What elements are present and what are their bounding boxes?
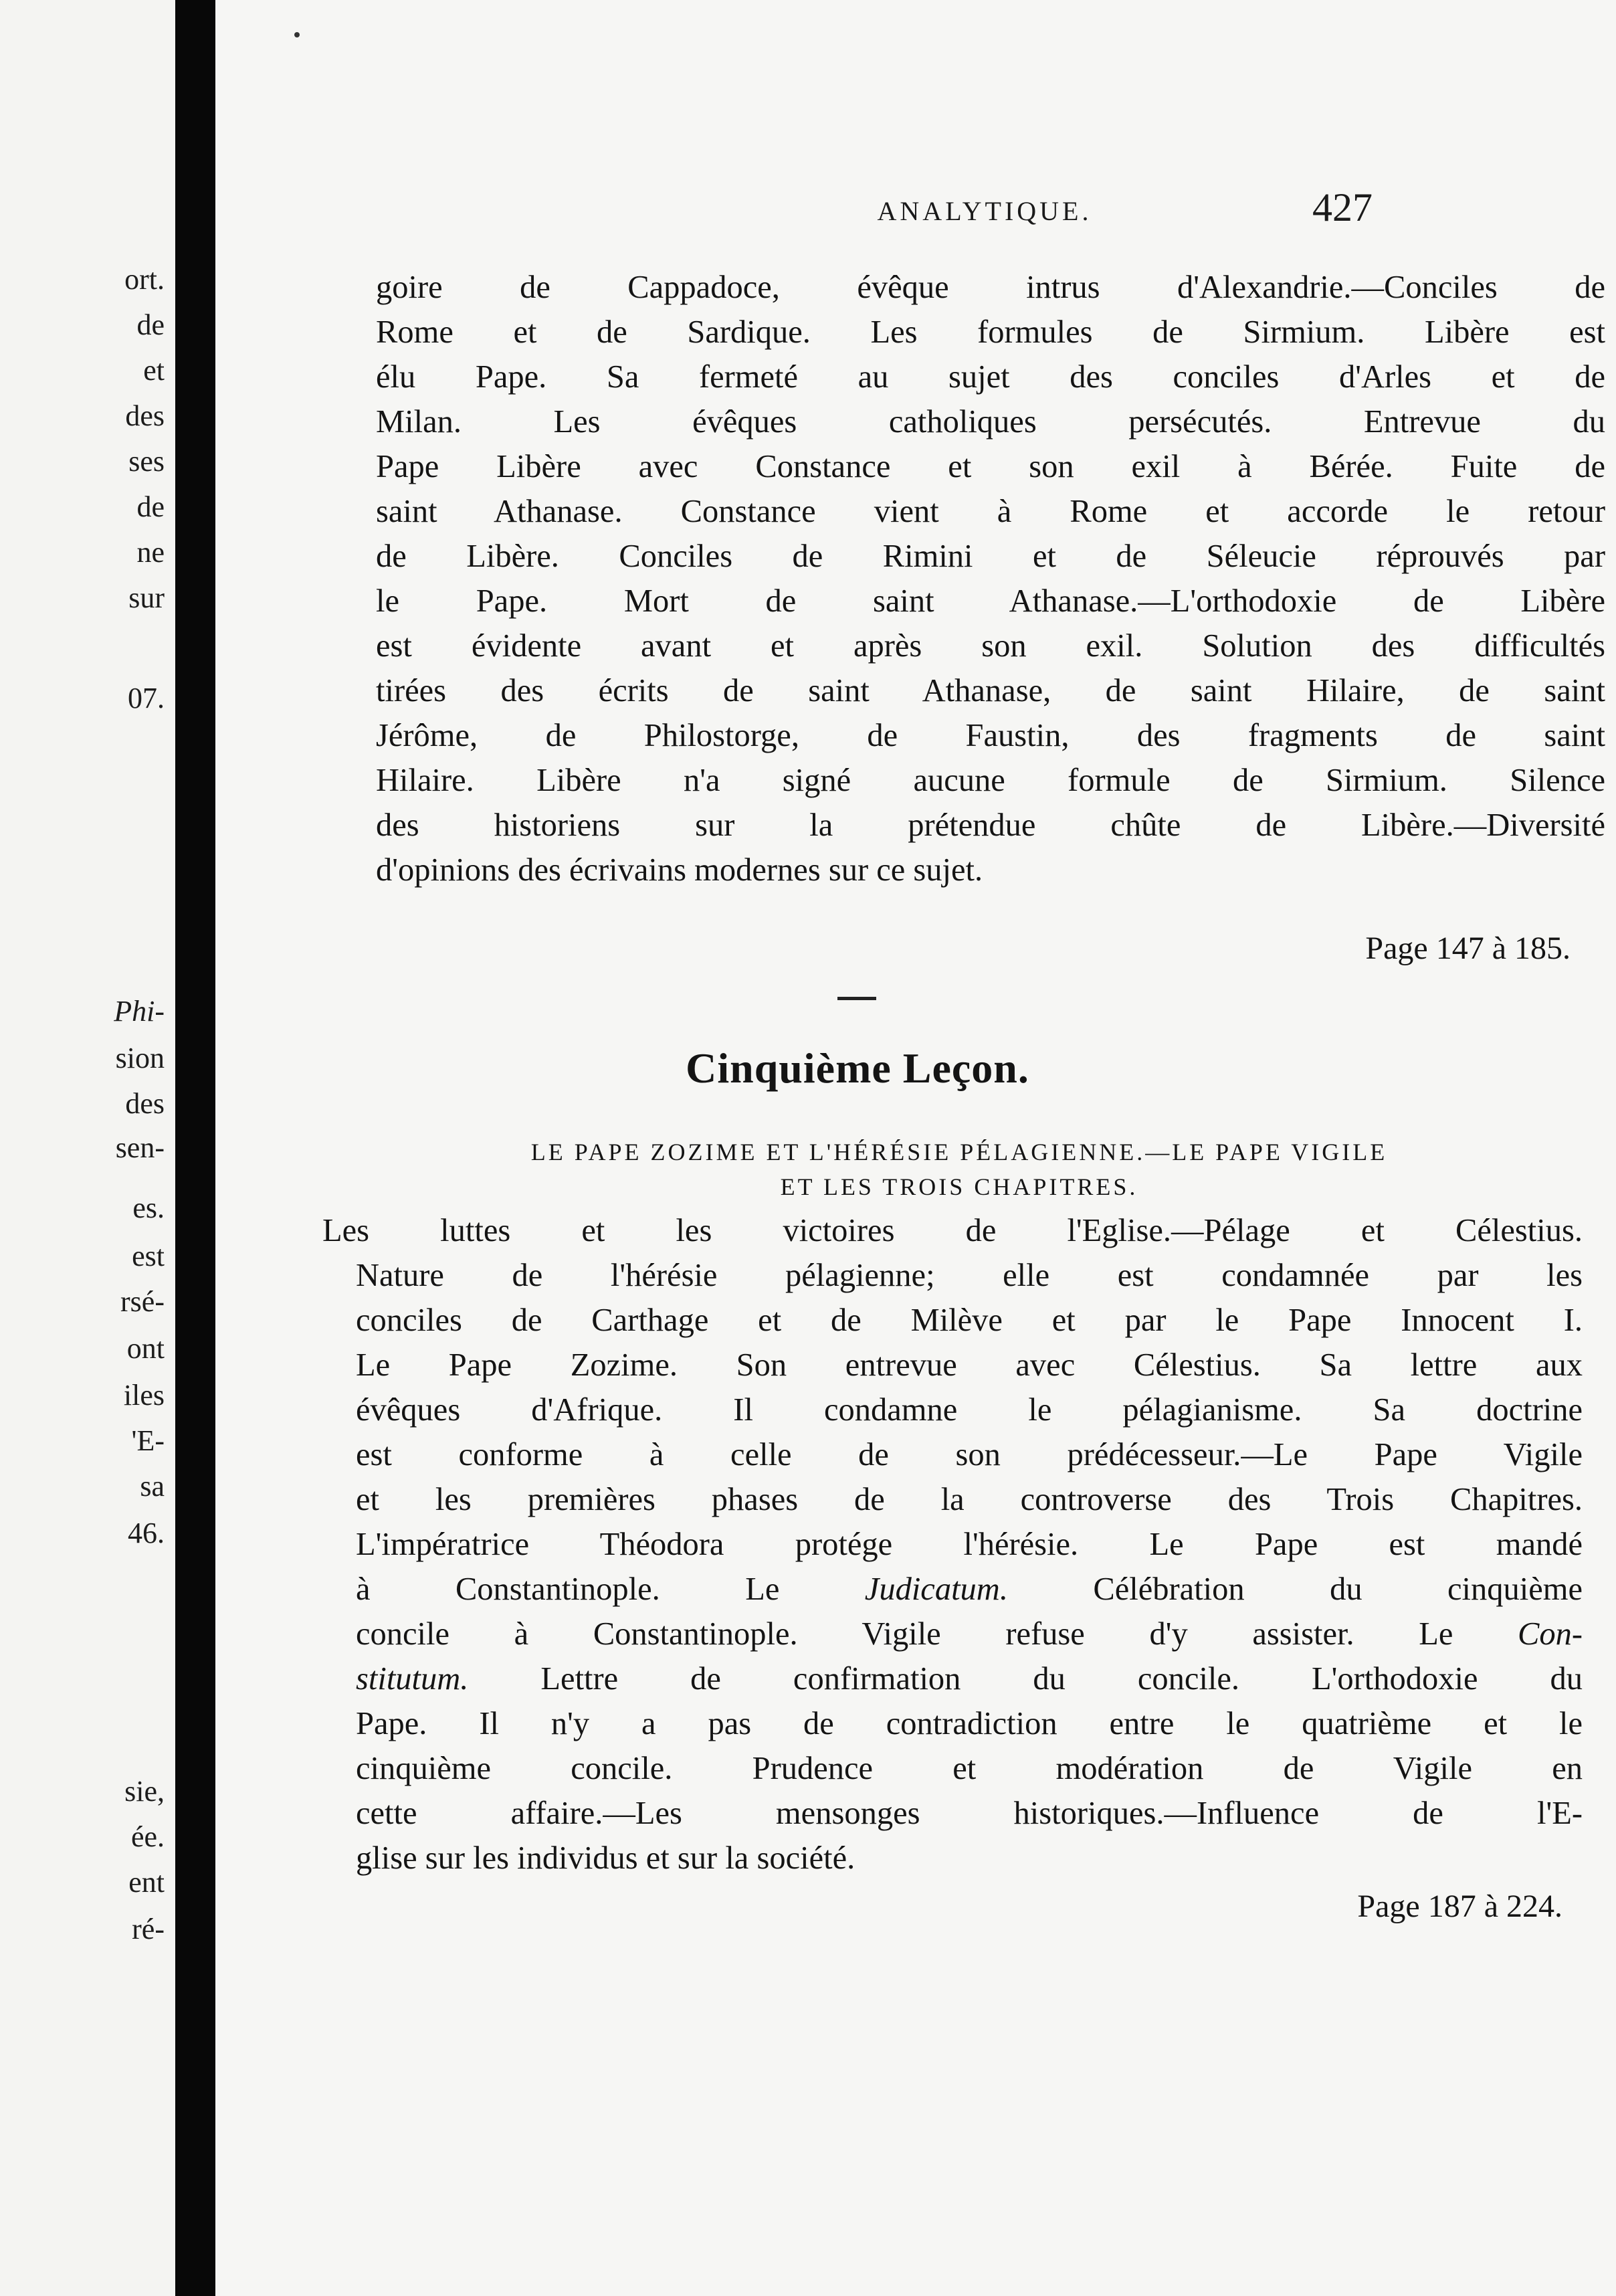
lesson-subtitle-line: LE PAPE ZOZIME ET L'HÉRÉSIE PÉLAGIENNE.—LE PAPE VIGILE <box>530 1139 1388 1165</box>
text-segment: concile à Constantinople. Vigile refuse d'y assister. Le <box>356 1616 1453 1652</box>
text-line: est évidente avant et après son exil. Solution des difficultés <box>376 628 1605 664</box>
text-line: est conforme à celle de son prédécesseur.—Le Pape Vigile <box>356 1437 1583 1472</box>
lesson-title: Cinquième Leçon. <box>686 1044 1029 1092</box>
text-line: d'opinions des écrivains modernes sur ce sujet. <box>376 852 983 888</box>
left-line: 07. <box>128 682 165 714</box>
text-line: de Libère. Conciles de Rimini et de Séleucie réprouvés par <box>376 539 1605 574</box>
left-line: Phi- <box>114 995 165 1028</box>
paragraph-summary-lesson-5 <box>322 1208 1583 1881</box>
page-gutter <box>175 0 215 2296</box>
text-line <box>322 1656 1583 1701</box>
text-line: Nature de l'hérésie pélagienne; elle est condamnée par les <box>356 1258 1583 1293</box>
left-line: sie, <box>124 1775 165 1808</box>
text-line: le Pape. Mort de saint Athanase.—L'orthodoxie de Libère <box>376 583 1605 619</box>
paragraph-summary-lesson-4 <box>376 265 1605 892</box>
left-line: sur <box>128 581 165 614</box>
text-line: cette affaire.—Les mensonges historiques.—Influence de l'E- <box>356 1796 1583 1831</box>
text-line: des historiens sur la prétendue chûte de Libère.—Diversité <box>376 807 1605 843</box>
text-line: conciles de Carthage et de Milève et par le Pape Innocent I. <box>356 1303 1583 1338</box>
right-page <box>215 0 1616 2296</box>
text-line: goire de Cappadoce, évêque intrus d'Alexandrie.—Conciles de <box>376 270 1605 305</box>
page-reference: Page 147 à 185. <box>1365 931 1571 966</box>
text-line <box>322 1567 1583 1612</box>
left-line: ort. <box>124 263 165 296</box>
text-line: L'impératrice Théodora protége l'hérésie. Le Pape est mandé <box>356 1527 1583 1562</box>
left-page-fragment <box>0 0 175 2296</box>
left-line: ne <box>136 536 165 569</box>
text-line: évêques d'Afrique. Il condamne le pélagianisme. Sa doctrine <box>356 1392 1583 1428</box>
left-line: sion <box>115 1042 165 1074</box>
page-reference: Page 187 à 224. <box>1357 1889 1562 1924</box>
text-line: élu Pape. Sa fermeté au sujet des conciles d'Arles et de <box>376 359 1605 395</box>
text-line: glise sur les individus et sur la société. <box>356 1840 855 1876</box>
text-line: Rome et de Sardique. Les formules de Sirmium. Libère est <box>376 314 1605 350</box>
print-mark <box>294 32 300 37</box>
italic-term: Con- <box>1518 1616 1583 1652</box>
left-line: de <box>136 308 165 341</box>
text-line: Pape Libère avec Constance et son exil à Bérée. Fuite de <box>376 449 1605 484</box>
text-line: Pape. Il n'y a pas de contradiction entre le quatrième et le <box>356 1706 1583 1741</box>
text-line: cinquième concile. Prudence et modération de Vigile en <box>356 1751 1583 1786</box>
left-line: ée. <box>130 1820 165 1853</box>
text-segment: Lettre de confirmation du concile. L'orthodoxie du <box>468 1661 1583 1697</box>
text-segment: à Constantinople. Le <box>356 1571 780 1607</box>
page-number: 427 <box>1312 185 1373 229</box>
left-line: 'E- <box>131 1424 165 1457</box>
text-line: saint Athanase. Constance vient à Rome et accorde le retour <box>376 494 1605 529</box>
left-line: rsé- <box>120 1285 165 1318</box>
left-line: 46. <box>128 1517 165 1549</box>
left-line: sen- <box>115 1131 165 1164</box>
text-line: tirées des écrits de saint Athanase, de saint Hilaire, de saint <box>376 673 1605 708</box>
left-line: des <box>125 399 165 432</box>
text-line: Milan. Les évêques catholiques persécutés. Entrevue du <box>376 404 1605 440</box>
left-line: iles <box>123 1379 165 1412</box>
text-line: Hilaire. Libère n'a signé aucune formule de Sirmium. Silence <box>376 763 1605 798</box>
text-line: Le Pape Zozime. Son entrevue avec Célestius. Sa lettre aux <box>356 1347 1583 1383</box>
lesson-subtitle-line: ET LES TROIS CHAPITRES. <box>780 1173 1138 1200</box>
italic-term: Judicatum. <box>864 1571 1008 1607</box>
left-line: ré- <box>132 1913 165 1945</box>
left-line: ont <box>126 1332 165 1365</box>
left-line: de <box>136 490 165 523</box>
left-line: est <box>132 1240 165 1272</box>
text-segment: Célébration du cinquième <box>1007 1571 1583 1607</box>
left-line: et <box>143 354 165 387</box>
text-line: Les luttes et les victoires de l'Eglise.—Pélage et Célestius. <box>322 1213 1583 1248</box>
text-line <box>322 1612 1583 1656</box>
left-line: ses <box>128 445 165 478</box>
italic-term: stitutum. <box>356 1661 469 1697</box>
text-line: et les premières phases de la controverse des Trois Chapitres. <box>356 1482 1583 1517</box>
lesson-subtitle <box>328 1135 1591 1204</box>
left-line: es. <box>132 1191 165 1224</box>
left-line: des <box>125 1087 165 1120</box>
running-head: ANALYTIQUE. <box>877 196 1092 226</box>
left-line: sa <box>140 1470 165 1503</box>
text-line: Jérôme, de Philostorge, de Faustin, des fragments de saint <box>376 718 1605 753</box>
left-line: ent <box>128 1866 165 1899</box>
section-rule <box>837 997 876 1000</box>
